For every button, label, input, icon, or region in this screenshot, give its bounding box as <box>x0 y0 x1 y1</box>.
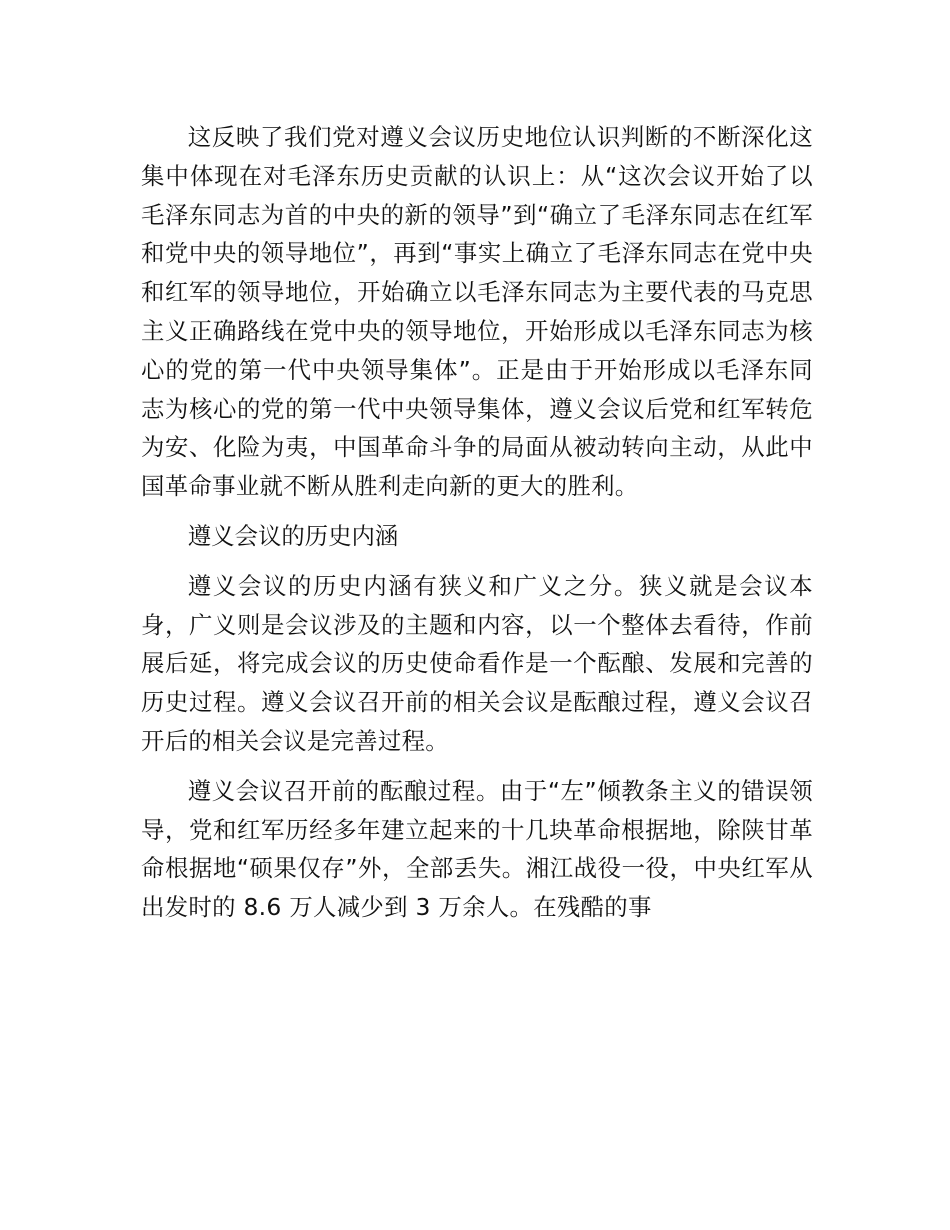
section-heading: 遵义会议的历史内涵 <box>187 521 399 550</box>
paragraph-historical-position: 这反映了我们党对遵义会议历史地位认识判断的不断深化这集中体现在对毛泽东历史贡献的认识上：从“这次会议开始了以毛泽东同志为首的中央的新的领导”到“确立了毛泽东同志在红军和党中央的领导地位”，再到“事实上确立了毛泽东同志在党中央和红军的领导地位，开始确立以毛泽东同志为主要代表的马克思主义正确路线在党中央的领导地位，开始形成以毛泽东同志为核心的党的第一代中央领导集体”。正是由于开始形成以毛泽东同志为核心的党的第一代中央领导集体，遵义会议后党和红军转危为安、化险为夷，中国革命斗争的局面从被动转向主动，从此中国革命事业就不断从胜利走向新的更大的胜利。 <box>141 123 813 501</box>
document-body <box>141 118 813 938</box>
paragraph-historical-connotation: 遵义会议的历史内涵有狭义和广义之分。狭义就是会议本身，广义则是会议涉及的主题和内容，以一个整体去看待，作前展后延，将完成会议的历史使命看作是一个酝酿、发展和完善的历史过程。遵义会议召开前的相关会议是酝酿过程，遵义会议召开后的相关会议是完善过程。 <box>141 571 813 755</box>
paragraph-brewing-process: 遵义会议召开前的酝酿过程。由于“左”倾教条主义的错误领导，党和红军历经多年建立起来的十几块革命根据地，除陕甘革命根据地“硕果仅存”外，全部丢失。湘江战役一役，中央红军从出发时的 8.6 万人减少到 3 万余人。在残酷的事 <box>141 776 813 922</box>
